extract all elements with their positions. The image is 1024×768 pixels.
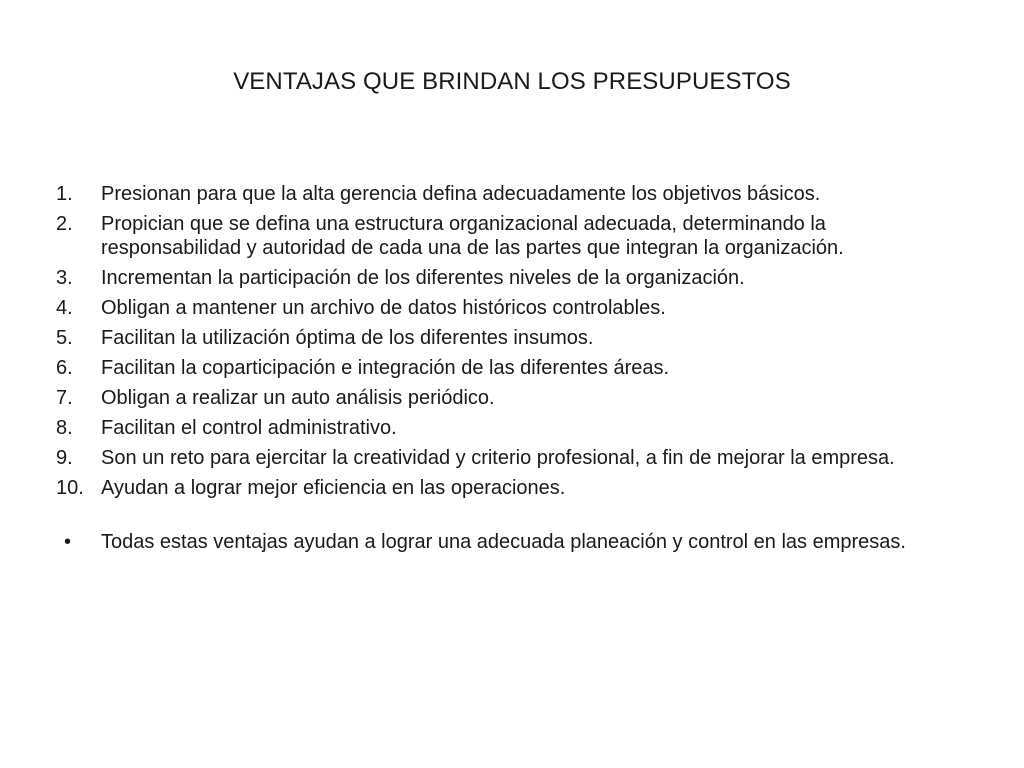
advantages-list bbox=[56, 182, 960, 560]
list-item bbox=[56, 446, 960, 470]
slide-title: VENTAJAS QUE BRINDAN LOS PRESUPUESTOS bbox=[233, 68, 791, 95]
list-item bbox=[56, 296, 960, 320]
list-item-number: 1. bbox=[56, 183, 73, 205]
list-item-number: 9. bbox=[56, 447, 73, 469]
list-item-number: 6. bbox=[56, 357, 73, 379]
spacer bbox=[56, 506, 960, 530]
list-item-number: 5. bbox=[56, 327, 73, 349]
list-item-text: Ayudan a lograr mejor eficiencia en las operaciones. bbox=[101, 477, 566, 499]
summary-text: Todas estas ventajas ayudan a lograr una adecuada planeación y control en las empresas. bbox=[101, 531, 906, 553]
list-item bbox=[56, 476, 960, 500]
list-item-text: Son un reto para ejercitar la creatividad y criterio profesional, a fin de mejorar la empresa. bbox=[101, 447, 895, 469]
list-item-number: 10. bbox=[56, 477, 84, 499]
list-item bbox=[56, 266, 960, 290]
list-item bbox=[56, 182, 960, 206]
list-item-text: Presionan para que la alta gerencia defina adecuadamente los objetivos básicos. bbox=[101, 183, 821, 205]
list-item-number: 4. bbox=[56, 297, 73, 319]
list-item-text: Propician que se defina una estructura organizacional adecuada, determinando la responsabilidad y autoridad de cada una de las partes que integran la organización. bbox=[101, 213, 844, 259]
list-item-text: Facilitan el control administrativo. bbox=[101, 417, 397, 439]
list-item bbox=[56, 356, 960, 380]
bullet-marker: • bbox=[64, 531, 72, 553]
list-item bbox=[56, 326, 960, 350]
list-item-number: 8. bbox=[56, 417, 73, 439]
list-item-number: 7. bbox=[56, 387, 73, 409]
list-item bbox=[56, 386, 960, 410]
list-item-text: Facilitan la utilización óptima de los diferentes insumos. bbox=[101, 327, 594, 349]
list-item-number: 3. bbox=[56, 267, 73, 289]
list-item-text: Obligan a mantener un archivo de datos históricos controlables. bbox=[101, 297, 666, 319]
list-item bbox=[56, 212, 960, 260]
list-item-text: Obligan a realizar un auto análisis periódico. bbox=[101, 387, 495, 409]
list-item-text: Incrementan la participación de los diferentes niveles de la organización. bbox=[101, 267, 745, 289]
list-item-text: Facilitan la coparticipación e integración de las diferentes áreas. bbox=[101, 357, 670, 379]
summary-bullet bbox=[56, 530, 960, 554]
list-item-number: 2. bbox=[56, 213, 73, 235]
list-item bbox=[56, 416, 960, 440]
